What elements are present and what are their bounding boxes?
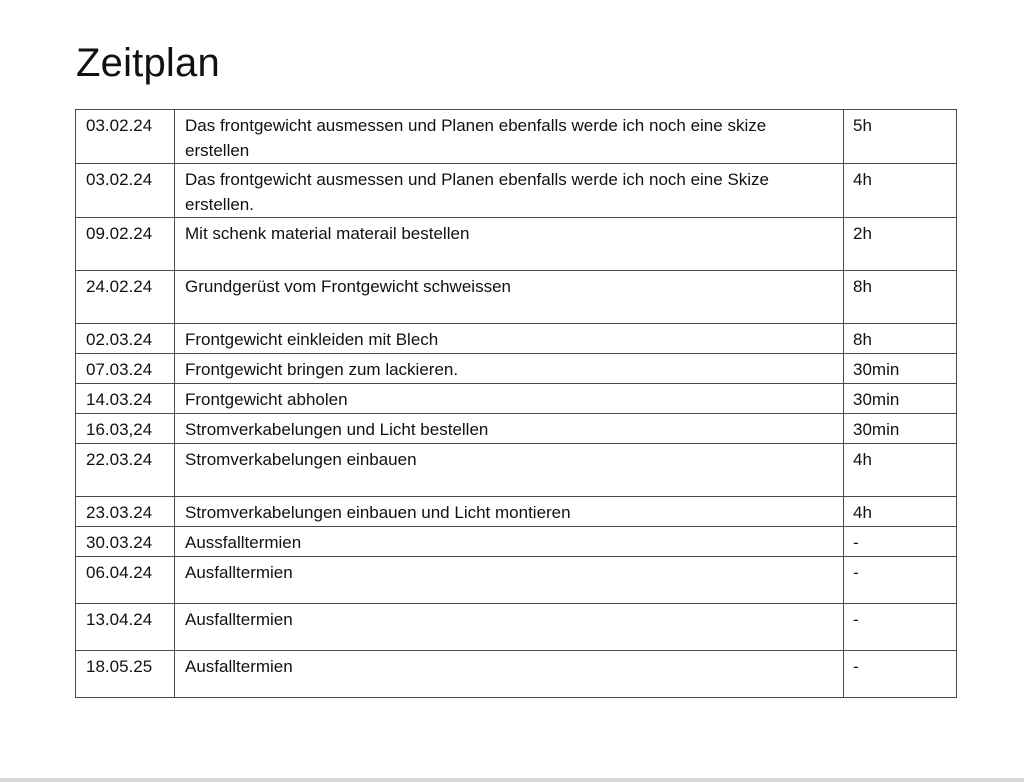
table-row [76, 324, 957, 354]
row-task: Ausfalltermien [175, 604, 844, 651]
row-task: Frontgewicht einkleiden mit Blech [175, 324, 844, 354]
table-row [76, 110, 957, 164]
row-date: 16.03,24 [76, 414, 175, 444]
table-row [76, 164, 957, 218]
row-date: 06.04.24 [76, 557, 175, 604]
table-row [76, 527, 957, 557]
table-row [76, 651, 957, 698]
row-task: Ausfalltermien [175, 651, 844, 698]
table-row [76, 557, 957, 604]
row-date: 03.02.24 [76, 110, 175, 164]
row-duration: 5h [844, 110, 957, 164]
table-row [76, 497, 957, 527]
row-duration: - [844, 527, 957, 557]
row-task: Aussfalltermien [175, 527, 844, 557]
row-date: 03.02.24 [76, 164, 175, 218]
row-task: Mit schenk material materail bestellen [175, 218, 844, 271]
row-date: 24.02.24 [76, 271, 175, 324]
row-date: 23.03.24 [76, 497, 175, 527]
row-task: Das frontgewicht ausmessen und Planen ebenfalls werde ich noch eine skize erstellen [175, 110, 844, 164]
schedule-table [75, 109, 957, 698]
table-row [76, 384, 957, 414]
row-duration: 4h [844, 497, 957, 527]
row-task: Frontgewicht bringen zum lackieren. [175, 354, 844, 384]
row-date: 02.03.24 [76, 324, 175, 354]
table-row [76, 354, 957, 384]
table-row [76, 414, 957, 444]
row-date: 30.03.24 [76, 527, 175, 557]
table-row [76, 271, 957, 324]
table-row [76, 218, 957, 271]
row-task: Ausfalltermien [175, 557, 844, 604]
row-date: 18.05.25 [76, 651, 175, 698]
row-duration: 4h [844, 164, 957, 218]
page-bottom-divider [0, 778, 1024, 782]
row-duration: 8h [844, 271, 957, 324]
row-duration: 4h [844, 444, 957, 497]
row-date: 09.02.24 [76, 218, 175, 271]
row-duration: 30min [844, 414, 957, 444]
row-date: 07.03.24 [76, 354, 175, 384]
row-date: 22.03.24 [76, 444, 175, 497]
row-duration: 2h [844, 218, 957, 271]
row-date: 13.04.24 [76, 604, 175, 651]
row-duration: - [844, 651, 957, 698]
row-task: Stromverkabelungen einbauen [175, 444, 844, 497]
row-duration: 8h [844, 324, 957, 354]
table-row [76, 444, 957, 497]
row-task: Frontgewicht abholen [175, 384, 844, 414]
row-duration: - [844, 604, 957, 651]
row-duration: - [844, 557, 957, 604]
table-row [76, 604, 957, 651]
row-task: Grundgerüst vom Frontgewicht schweissen [175, 271, 844, 324]
row-duration: 30min [844, 354, 957, 384]
row-task: Das frontgewicht ausmessen und Planen ebenfalls werde ich noch eine Skize erstellen. [175, 164, 844, 218]
row-task: Stromverkabelungen und Licht bestellen [175, 414, 844, 444]
row-task: Stromverkabelungen einbauen und Licht montieren [175, 497, 844, 527]
page-title: Zeitplan [76, 41, 220, 85]
row-duration: 30min [844, 384, 957, 414]
row-date: 14.03.24 [76, 384, 175, 414]
